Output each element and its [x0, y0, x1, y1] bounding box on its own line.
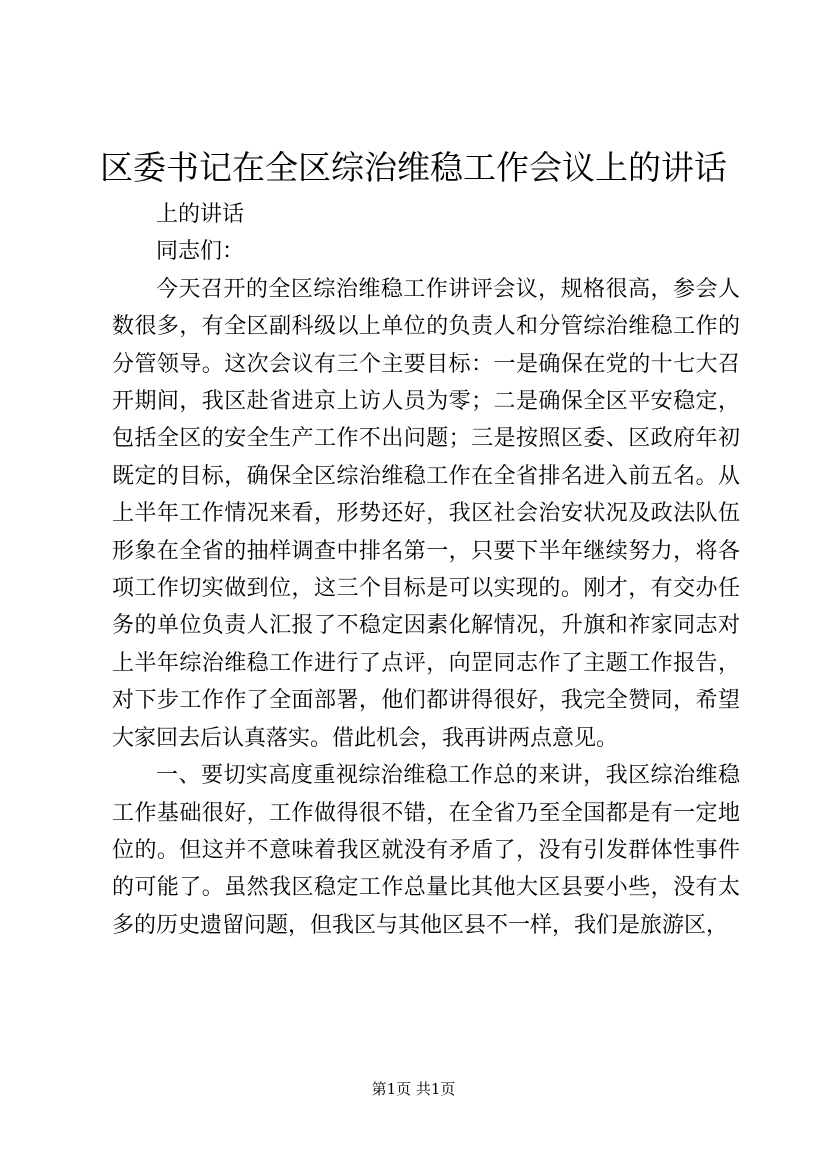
paragraph-salutation: 同志们： [156, 239, 245, 265]
document-title: 区委书记在全区综治维稳工作会议上的讲话 [100, 148, 727, 187]
page-footer: 第1页 共1页 [371, 1080, 456, 1098]
document-body [112, 196, 740, 944]
paragraph-opening: 今天召开的全区综治维稳工作讲评会议，规格很高，参会人数很多，有全区副科级以上单位的负责人和分管综治维稳工作的分管领导。这次会议有三个主要目标：一是确保在党的十七大召开期间，我区赴省进京上访人员为零；二是确保全区平安稳定，包括全区的安全生产工作不出问题；三是按照区委、区政府年初既定的目标，确保全区综治维稳工作在全省排名进入前五名。从上半年工作情况来看，形势还好，我区社会治安状况及政法队伍形象在全省的抽样调查中排名第一，只要下半年继续努力，将各项工作切实做到位，这三个目标是可以实现的。刚才，有交办任务的单位负责人汇报了不稳定因素化解情况，升旗和祚家同志对上半年综治维稳工作进行了点评，向罡同志作了主题工作报告，对下步工作作了全面部署，他们都讲得很好，我完全赞同，希望大家回去后认真落实。借此机会，我再讲两点意见。 [112, 276, 740, 751]
paragraph-subtitle: 上的讲话 [156, 202, 245, 227]
paragraph-section-one: 一、要切实高度重视综治维稳工作总的来讲，我区综治维稳工作基础很好，工作做得很不错，在全省乃至全国都是有一定地位的。但这并不意味着我区就没有矛盾了，没有引发群体性事件的可能了。虽然我区稳定工作总量比其他大区县要小些，没有太多的历史遗留问题，但我区与其他区县不一样，我们是旅游区， [112, 763, 740, 938]
